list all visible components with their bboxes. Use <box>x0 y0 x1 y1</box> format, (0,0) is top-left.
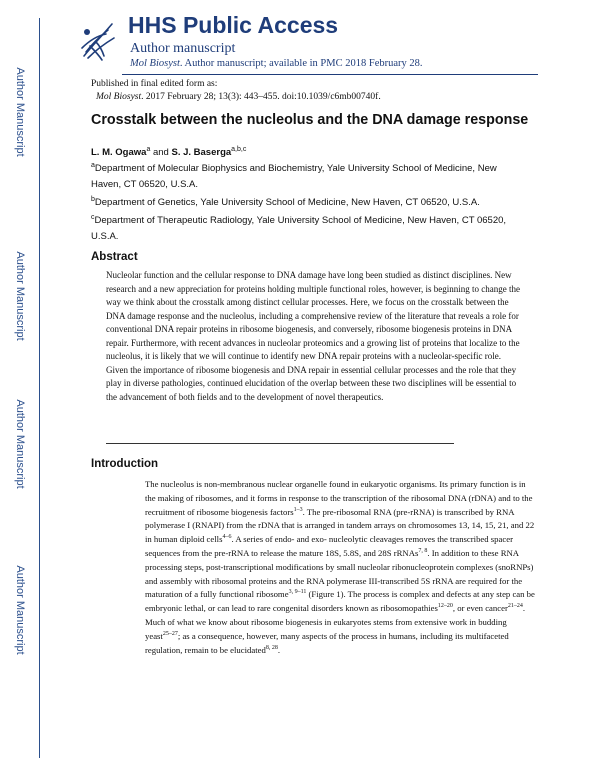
hhs-eagle-logo-icon <box>78 16 116 64</box>
abstract-separator <box>106 443 454 444</box>
abstract-heading: Abstract <box>91 251 138 263</box>
affiliation-b: $^b$Department of Genetics, Yale University School of Medicine, New Haven, CT 06520, U.S.A. <box>91 196 480 209</box>
citation-line: Mol Biosyst. 2017 February 28; 13(3): 443–455. doi:10.1039/c6mb00740f. <box>96 92 381 102</box>
journal-availability: Mol Biosyst. Author manuscript; available in PMC 2018 February 28. <box>130 58 423 69</box>
abstract-text: Nucleolar function and the cellular response to DNA damage have long been studied as distinct disciplines. New research and a new appreciation for proteins holding multiple functional roles, however, is beginning to change the way we think about the crosstalk among distinct cellular processes. Here, we focus on the crosstalk between the DNA damage response and the nucleolus, including a comprehensive review of the literature that reveals a role for conventional DNA repair proteins in ribosome biogenesis, and conversely, ribosome biogenesis proteins in DNA repair. Furthermore, with recent advances in nucleolar proteomics and a growing list of proteins that localize to the nucleolus, it is likely that we will continue to identify new DNA repair proteins with a nucleolar-specific role. Given the importance of ribosome biogenesis and DNA repair in essential cellular processes and the role that they play in diverse pathologies, continued elucidation of the overlap between these two disciplines will be essential to the advancement of both fields and to the development of novel therapeutics. <box>106 270 521 402</box>
left-margin: Author Manuscript Author Manuscript Author Manuscript Author Manuscript <box>0 0 40 776</box>
hhs-public-access-title: HHS Public Access <box>128 12 339 38</box>
header-rule <box>122 74 538 75</box>
paper-title: Crosstalk between the nucleolus and the DNA damage response <box>91 112 529 128</box>
affiliation-a: $^a$Department of Molecular Biophysics and Biochemistry, Yale University School of Medicine, New Haven, CT 06520, U.S.A. <box>91 162 497 191</box>
author-manuscript-subtitle: Author manuscript <box>130 41 236 56</box>
introduction-heading: Introduction <box>91 458 159 470</box>
affiliation-c: $^c$Department of Therapeutic Radiology, Yale University School of Medicine, New Haven, CT 06520, U.S.A. <box>91 214 507 243</box>
published-in-label: Published in final edited form as: <box>91 79 218 89</box>
margin-rule <box>39 18 40 758</box>
author-list: L. M. Ogawa$^a$ and S. J. Baserga$^{a,b,c}$ <box>91 146 247 159</box>
introduction-text: The nucleolus is non-membranous nuclear organelle found in eukaryotic organisms. Its primary function is in the making of ribosomes, and it forms in response to the transcription of the ribosomal DNA (rDNA) and to the recruitment of ribosome biogenesis factors$^{1-3}$. The pre-ribosomal RNA (pre-rRNA) is transcribed by RNA polymerase I (RNAPI) from the rDNA that is arranged in tandem arrays on chromosomes 13, 14, 15, 21, and 22 in human diploid cells$^{4-6}$. A series of endo- and exo- nucleolytic cleavages removes the transcribed spacer sequences from the pre-rRNA to release the mature 18S, 5.8S, and 28S rRNAs$^{7, 8}$. In addition to these RNA processing steps, post-transcriptional modifications by small nucleolar ribonucleoprotein complexes (snoRNPs) and assembly with ribosomal proteins and the RNA polymerase III-transcribed 5S rRNA are required for the maturation of a fully functional ribosome$^{3, 9-11}$ (Figure 1). The process is complex and defects at any step can be embryonic lethal, or can lead to rare congenital disorders known as ribosomopathies$^{12-20}$, or even cancer$^{21-24}$. Much of what we know about ribosome biogenesis in eukaryotes stems from extensive work in budding yeast$^{25-27}$; as a consequence, however, many aspects of the process in humans, including its multifaceted regulation, remain to be elucidated$^{8, 28}$. <box>145 479 535 655</box>
